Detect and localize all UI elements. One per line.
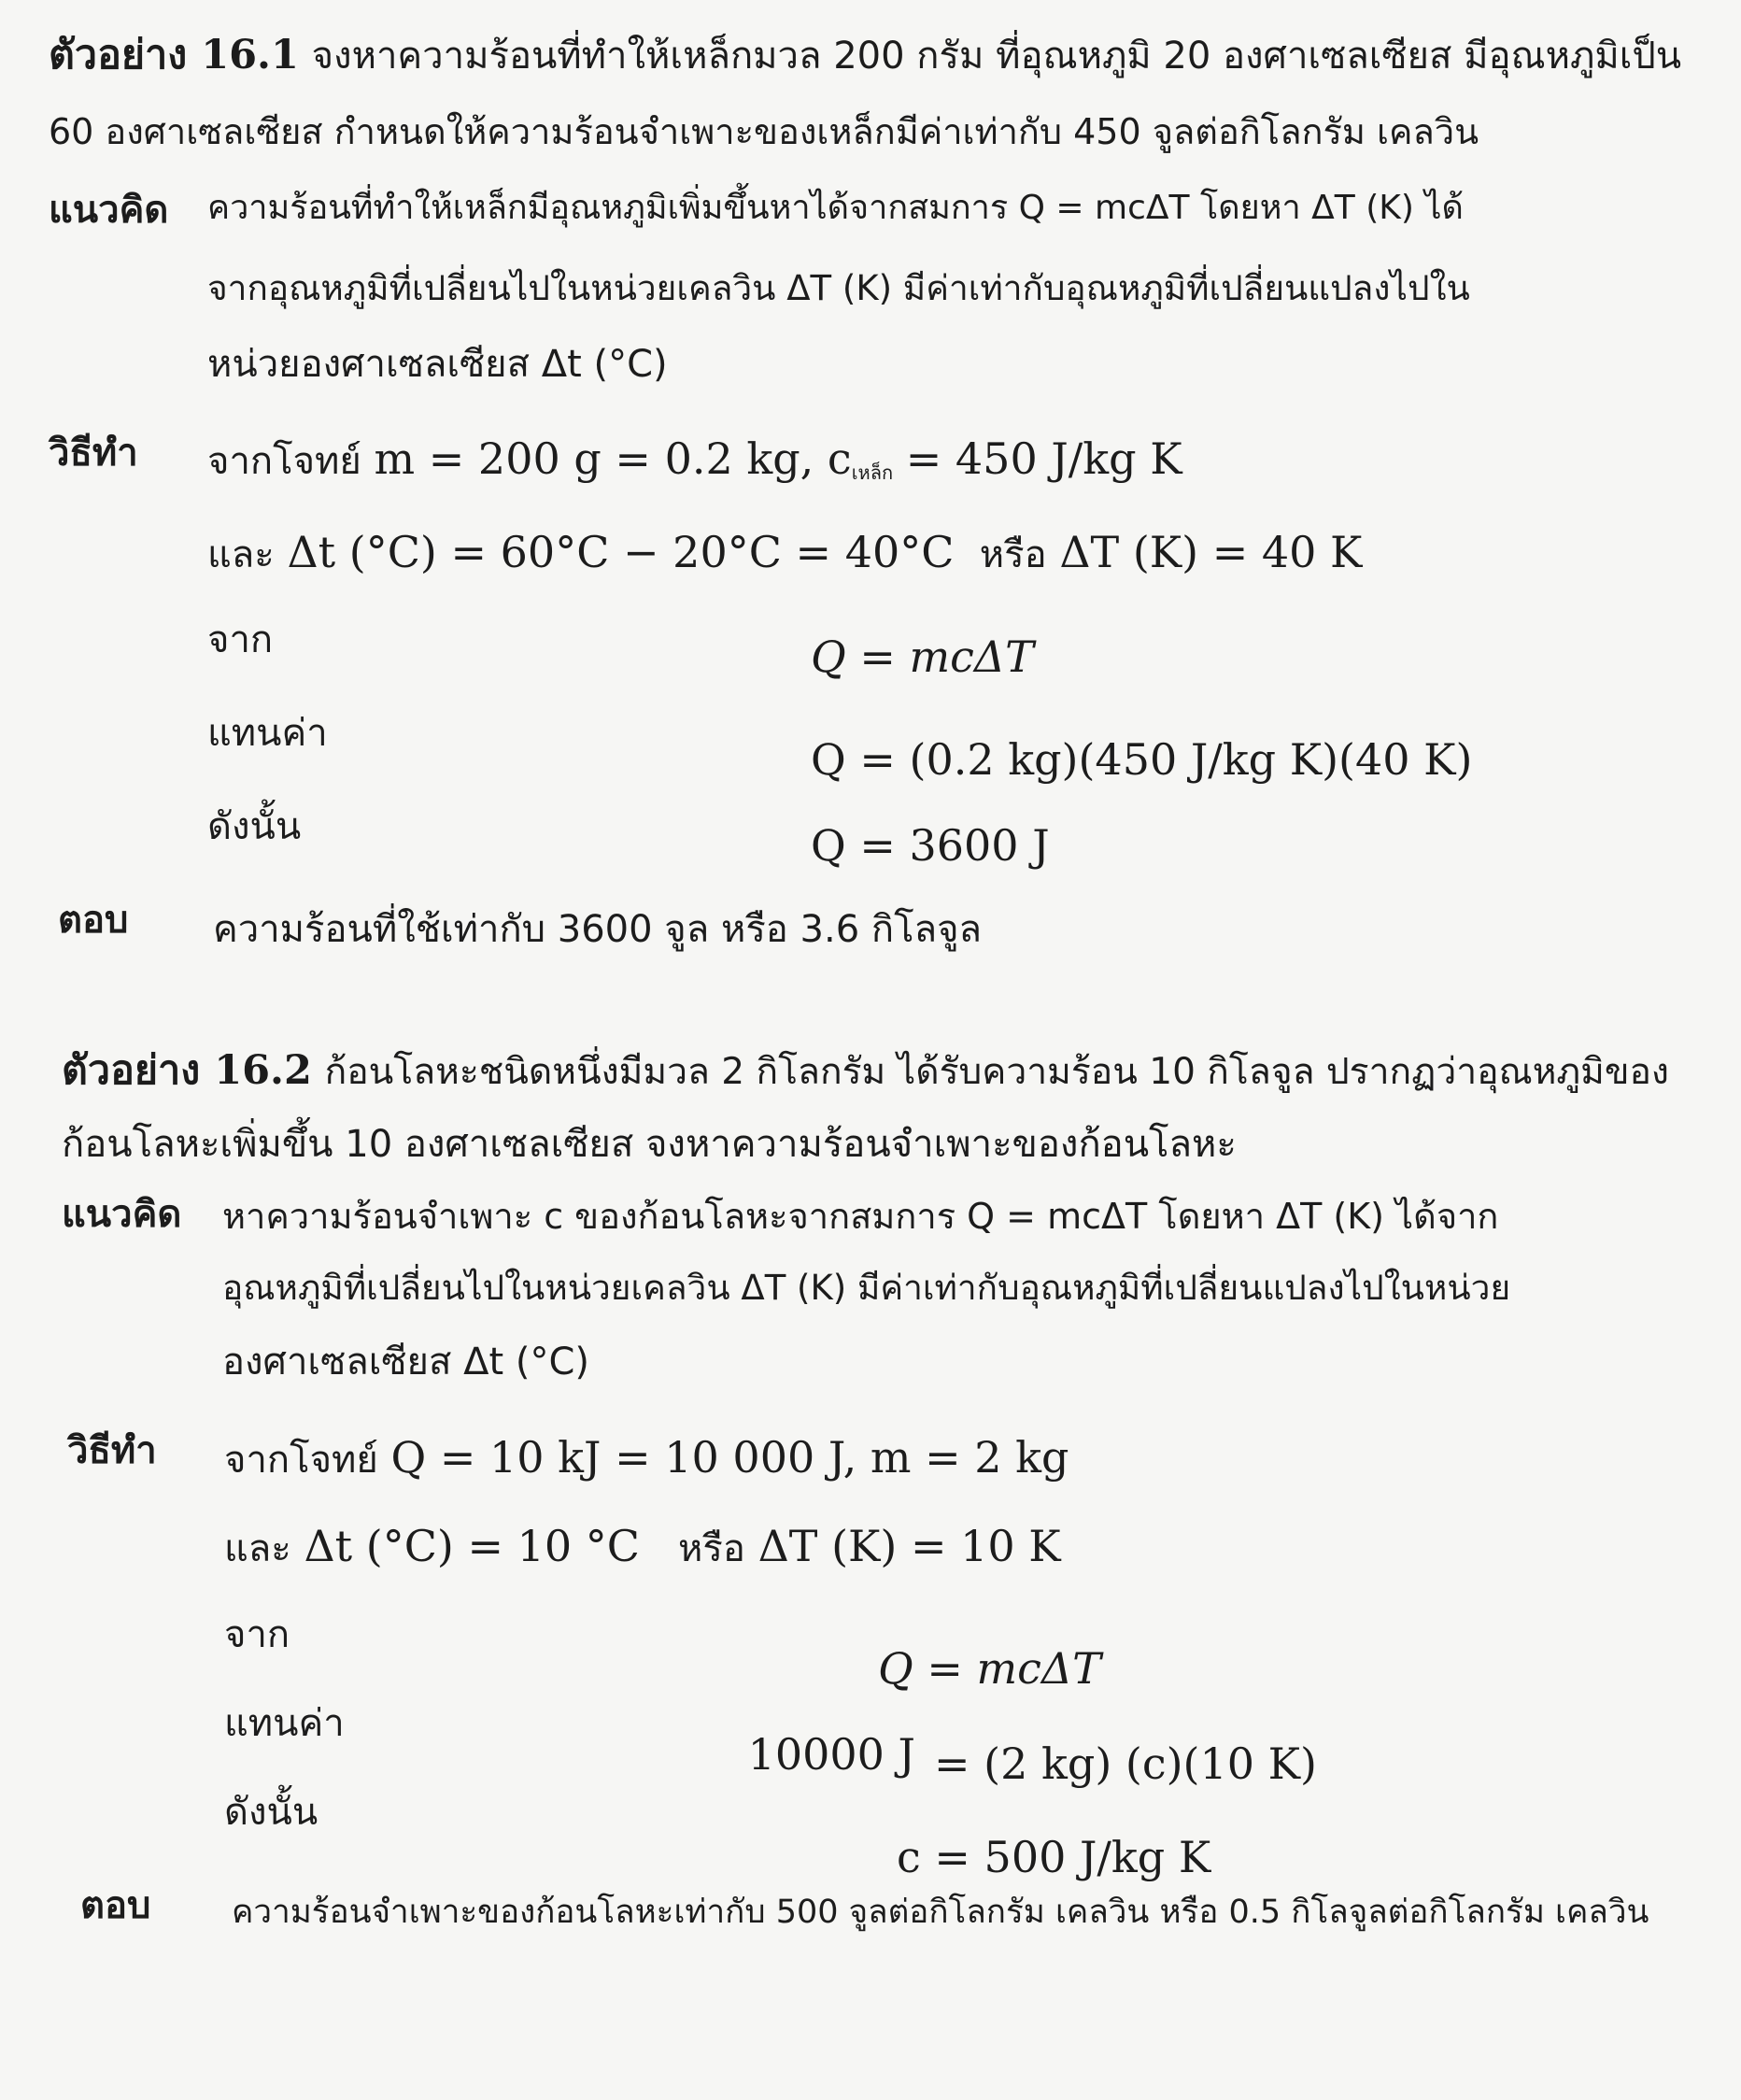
- given-tail: = 450 J/kg K: [905, 433, 1182, 484]
- concept-line-1: ความร้อนที่ทำให้เหล็กมีอุณหภูมิเพิ่มขึ้นหาได้จากสมการ Q = mcΔT โดยหา ΔT (K) ได้: [207, 189, 1464, 227]
- concept-label: แนวคิด: [62, 1193, 182, 1236]
- answer-text: ความร้อนจำเพาะของก้อนโลหะเท่ากับ 500 จูลต่อกิโลกรัม เคลวิน หรือ 0.5 กิโลจูลต่อกิโลกรัม เคลวิน: [232, 1894, 1649, 1931]
- substitute-label: แทนค่า: [224, 1702, 345, 1745]
- from-label: จาก: [207, 618, 274, 661]
- or-label: หรือ: [678, 1527, 745, 1570]
- problem-line-1: ก้อนโลหะชนิดหนึ่งมีมวล 2 กิโลกรัม ได้รับความร้อน 10 กิโลจูล ปรากฏว่าอุณหภูมิของ: [324, 1051, 1669, 1093]
- and-line: [207, 527, 1363, 577]
- substitute-label: แทนค่า: [207, 712, 328, 755]
- equation-from: Q = mcΔT: [878, 1643, 1101, 1694]
- given-line: [224, 1432, 1069, 1483]
- or-label: หรือ: [979, 533, 1047, 576]
- example-16-2: [0, 1032, 1741, 2060]
- given-prefix: จากโจทย์: [224, 1439, 378, 1482]
- given-prefix: จากโจทย์: [207, 440, 361, 483]
- and-equation: Δt (°C) = 10 °C: [304, 1521, 641, 1571]
- given-subscript: เหล็ก: [851, 461, 894, 484]
- problem-line-2: ก้อนโลหะเพิ่มขึ้น 10 องศาเซลเซียส จงหาความร้อนจำเพาะของก้อนโลหะ: [62, 1123, 1237, 1166]
- and-label: และ: [207, 533, 275, 576]
- problem-line-1: จงหาความร้อนที่ทำให้เหล็กมวล 200 กรัม ที่อุณหภูมิ 20 องศาเซลเซียส มีอุณหภูมิเป็น: [311, 35, 1682, 78]
- and-equation: Δt (°C) = 60°C − 20°C = 40°C: [287, 527, 955, 577]
- concept-line-1: หาความร้อนจำเพาะ c ของก้อนโลหะจากสมการ Q = mcΔT โดยหา ΔT (K) ได้จาก: [222, 1196, 1499, 1237]
- example-16-1: [0, 0, 1741, 1028]
- concept-label: แนวคิด: [49, 189, 169, 232]
- concept-line-2: อุณหภูมิที่เปลี่ยนไปในหน่วยเคลวิน ΔT (K) มีค่าเท่ากับอุณหภูมิที่เปลี่ยนแปลงไปในหน่วย: [222, 1268, 1511, 1308]
- from-label: จาก: [224, 1613, 290, 1656]
- concept-line-3: องศาเซลเซียส Δt (°C): [222, 1341, 590, 1383]
- equation-substitute-rhs: = (2 kg) (c)(10 K): [934, 1738, 1317, 1789]
- and-label: และ: [224, 1527, 291, 1570]
- given-values: Q = 10 kJ = 10 000 J, m = 2 kg: [390, 1432, 1069, 1483]
- answer-label: ตอบ: [58, 899, 129, 942]
- therefore-label: ดังนั้น: [207, 805, 302, 848]
- equation-therefore: Q = 3600 J: [811, 820, 1050, 871]
- example-heading: ตัวอย่าง 16.1: [49, 32, 299, 78]
- answer-text: ความร้อนที่ใช้เท่ากับ 3600 จูล หรือ 3.6 กิโลจูล: [213, 908, 983, 951]
- example-heading: ตัวอย่าง 16.2: [62, 1047, 312, 1094]
- equation-therefore: c = 500 J/kg K: [897, 1832, 1211, 1882]
- equation-substitute-lhs: 10000 J: [747, 1729, 915, 1780]
- method-label: วิธีทำ: [67, 1429, 157, 1472]
- example-heading-line: [62, 1047, 1669, 1094]
- equation-from: Q = mcΔT: [811, 631, 1034, 682]
- or-equation: ΔT (K) = 40 K: [1059, 527, 1363, 577]
- therefore-label: ดังนั้น: [224, 1791, 318, 1834]
- concept-line-2: จากอุณหภูมิที่เปลี่ยนไปในหน่วยเคลวิน ΔT (K) มีค่าเท่ากับอุณหภูมิที่เปลี่ยนแปลงไปใน: [207, 268, 1470, 308]
- method-label: วิธีทำ: [49, 432, 138, 475]
- problem-line-2: 60 องศาเซลเซียส กำหนดให้ความร้อนจำเพาะของเหล็กมีค่าเท่ากับ 450 จูลต่อกิโลกรัม เคลวิน: [49, 111, 1479, 152]
- answer-label: ตอบ: [80, 1884, 151, 1927]
- given-line: [207, 433, 1182, 484]
- given-values: m = 200 g = 0.2 kg, c: [374, 433, 852, 484]
- example-heading-line: [49, 32, 1682, 78]
- concept-line-3: หน่วยองศาเซลเซียส Δt (°C): [207, 343, 668, 386]
- and-line: [224, 1521, 1061, 1571]
- equation-substitute: Q = (0.2 kg)(450 J/kg K)(40 K): [811, 734, 1473, 785]
- or-equation: ΔT (K) = 10 K: [757, 1521, 1061, 1571]
